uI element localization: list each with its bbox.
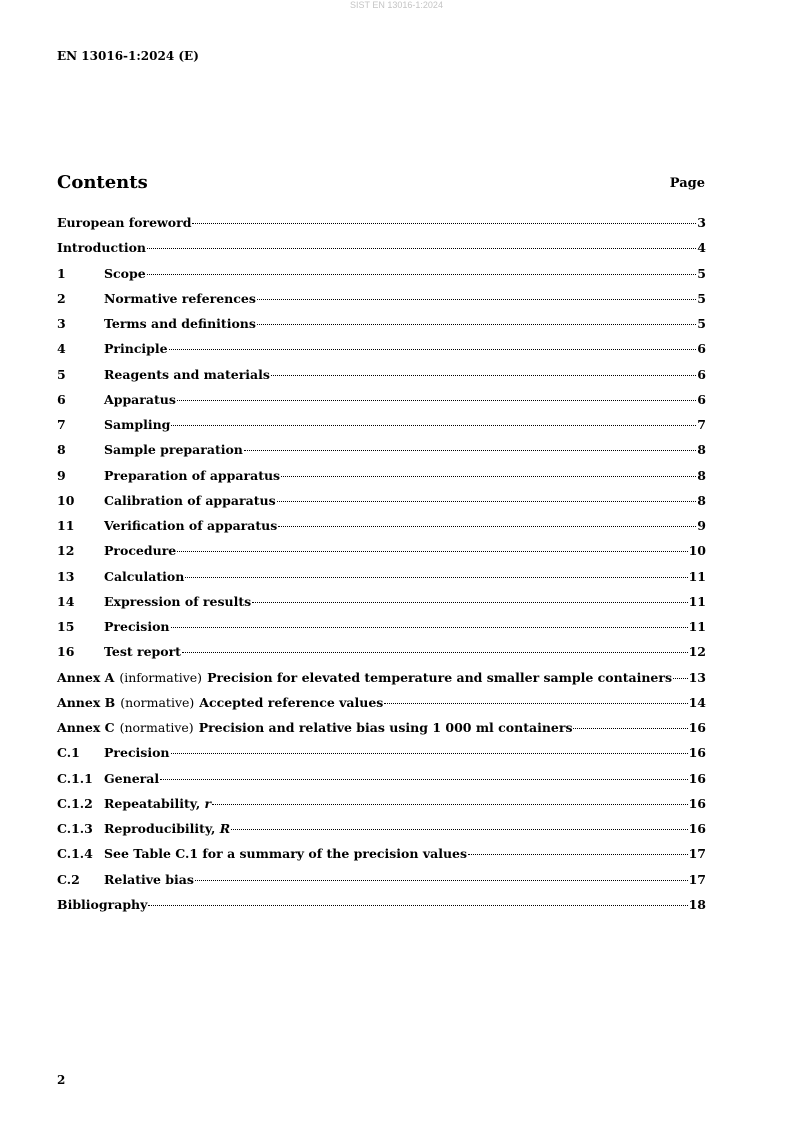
toc-entry-page: 17 — [688, 846, 706, 862]
toc-entry[interactable] — [57, 215, 706, 240]
dot-leader — [468, 854, 688, 855]
toc-entry[interactable] — [57, 897, 706, 922]
toc-entry-page: 16 — [688, 821, 706, 836]
toc-entry[interactable] — [57, 745, 706, 770]
toc-entry-label: Procedure — [104, 543, 177, 559]
toc-entry-page: 11 — [688, 568, 706, 584]
dot-leader — [177, 551, 687, 552]
toc-entry-label: Repeatability, — [104, 795, 205, 811]
dot-leader — [171, 753, 688, 754]
toc-entry-title — [104, 518, 277, 533]
toc-entry-page: 14 — [688, 694, 706, 710]
toc-entry-number: 16 — [57, 644, 75, 660]
dot-leader — [277, 501, 697, 502]
toc-entry-number: 11 — [57, 518, 75, 533]
toc-entry-label: Reproducibility, — [104, 821, 220, 836]
toc-entry-page: 11 — [688, 619, 706, 634]
toc-entry[interactable] — [57, 240, 706, 265]
dot-leader — [244, 450, 696, 451]
toc-entry-label: Principle — [104, 341, 168, 357]
toc-entry-label: Calibration of apparatus — [104, 492, 276, 508]
toc-entry-label: Calculation — [104, 568, 185, 584]
toc-entry-title — [104, 846, 467, 861]
toc-entry[interactable] — [57, 316, 706, 341]
contents-title: Contents — [57, 172, 148, 193]
toc-entry-label: Preparation of apparatus — [104, 467, 281, 483]
toc-entry-label: Apparatus — [104, 391, 176, 407]
toc-entry[interactable] — [57, 468, 706, 493]
toc-entry-title — [104, 468, 280, 483]
toc-entry-page: 5 — [697, 290, 706, 306]
toc-entry-number: 3 — [57, 316, 66, 331]
toc-entry-label: Normative references — [104, 290, 256, 306]
dot-leader — [281, 476, 696, 477]
toc-entry-number: 10 — [57, 492, 75, 508]
toc-entry[interactable] — [57, 796, 706, 821]
toc-entry-number: 14 — [57, 593, 75, 609]
dot-leader — [257, 299, 696, 300]
toc-entry-title — [104, 745, 170, 760]
toc-entry[interactable] — [57, 266, 706, 291]
toc-entry-number: C.1.1 — [57, 770, 93, 786]
dot-leader — [573, 728, 687, 729]
toc-entry-title — [57, 897, 147, 912]
toc-entry-title — [104, 594, 251, 609]
toc-entry[interactable] — [57, 569, 706, 594]
toc-entry-title — [104, 796, 211, 811]
toc-entry-title — [104, 341, 168, 356]
toc-entry[interactable] — [57, 720, 706, 745]
toc-entry-label: Introduction — [57, 240, 147, 256]
dot-leader — [271, 375, 696, 376]
toc-entry-title — [104, 392, 176, 407]
annex-title: Accepted reference values — [199, 694, 384, 710]
toc-entry-title — [57, 720, 572, 735]
dot-leader — [195, 880, 688, 881]
toc-entry-label: Reagents and materials — [104, 366, 270, 382]
dot-leader — [147, 248, 696, 249]
dot-leader — [160, 779, 687, 780]
toc-entry-label: Sample preparation — [104, 442, 243, 458]
toc-entry-symbol: R — [219, 821, 231, 836]
toc-entry[interactable] — [57, 846, 706, 871]
toc-entry[interactable] — [57, 518, 706, 543]
toc-entry-number: C.1.4 — [57, 846, 93, 862]
toc-entry-page: 8 — [697, 492, 706, 508]
toc-entry-page: 13 — [688, 669, 706, 685]
annex-label: Annex A — [57, 669, 115, 685]
toc-entry-label: Sampling — [104, 417, 171, 432]
dot-leader — [148, 905, 687, 906]
toc-entry-title — [104, 619, 170, 634]
toc-entry-page: 4 — [697, 240, 706, 256]
watermark: SIST EN 13016-1:2024 — [350, 0, 443, 10]
toc-entry-title — [104, 872, 194, 887]
dot-leader — [177, 400, 696, 401]
toc-entry-symbol: r — [204, 795, 212, 811]
page-column-label: Page — [669, 176, 705, 191]
toc-entry-page: 5 — [697, 316, 706, 331]
toc-entry[interactable] — [57, 619, 706, 644]
toc-entry-page: 17 — [688, 871, 706, 887]
toc-entry-number: 5 — [57, 366, 66, 382]
toc-entry-label: General — [104, 770, 160, 786]
toc-entry[interactable] — [57, 291, 706, 316]
toc-entry-page: 6 — [697, 341, 706, 357]
toc-entry-title — [104, 266, 146, 281]
dot-leader — [278, 526, 696, 527]
dot-leader — [231, 829, 687, 830]
toc-entry-title — [104, 291, 256, 306]
toc-entry-label: Precision — [104, 619, 170, 634]
toc-entry-number: C.1.2 — [57, 795, 93, 811]
toc-entry-page: 16 — [688, 770, 706, 786]
toc-entry-title — [57, 695, 383, 710]
toc-entry-page: 6 — [697, 366, 706, 382]
toc-entry-title — [104, 442, 243, 457]
toc-entry-title — [57, 240, 146, 255]
toc-entry-title — [104, 569, 184, 584]
dot-leader — [171, 627, 688, 628]
toc-entry-label: Precision — [104, 745, 170, 761]
toc-entry[interactable] — [57, 771, 706, 796]
toc-entry-number: 2 — [57, 290, 66, 306]
toc-entry-label: Test report — [104, 644, 181, 660]
annex-kind: (informative) — [119, 669, 203, 685]
toc-entry-page: 16 — [688, 745, 706, 761]
toc-entry-title — [57, 670, 672, 685]
toc-entry-page: 11 — [688, 593, 706, 609]
toc-entry[interactable] — [57, 417, 706, 442]
toc-entry[interactable] — [57, 493, 706, 518]
dot-leader — [182, 652, 688, 653]
toc-entry[interactable] — [57, 872, 706, 897]
dot-leader — [673, 678, 688, 679]
toc-entry-page: 8 — [697, 467, 706, 483]
toc-entry[interactable] — [57, 594, 706, 619]
toc-entry-label: Scope — [104, 265, 146, 281]
dot-leader — [192, 223, 696, 224]
toc-entry-number: 9 — [57, 467, 66, 483]
toc-entry[interactable] — [57, 367, 706, 392]
toc-entry-page: 9 — [697, 518, 706, 533]
toc-entry[interactable] — [57, 695, 706, 720]
dot-leader — [384, 703, 687, 704]
toc-entry-label: Bibliography — [57, 896, 148, 912]
annex-label: Annex C — [57, 720, 115, 735]
toc-entry[interactable] — [57, 821, 706, 846]
toc-entry-title — [104, 493, 276, 508]
toc-entry-page: 8 — [697, 442, 706, 458]
annex-title: Precision for elevated temperature and smaller sample containers — [207, 669, 673, 685]
dot-leader — [171, 425, 696, 426]
toc-entry-title — [104, 821, 230, 836]
toc-entry-page: 16 — [688, 720, 706, 735]
dot-leader — [185, 577, 687, 578]
annex-kind: (normative) — [119, 720, 194, 735]
dot-leader — [257, 324, 696, 325]
toc-entry-label: Expression of results — [104, 593, 252, 609]
toc-entry-label: Terms and definitions — [104, 316, 256, 331]
toc-entry-number: 15 — [57, 619, 75, 634]
toc-entry-number: 8 — [57, 442, 66, 458]
toc-entry-page: 18 — [688, 896, 706, 912]
toc-entry-page: 6 — [697, 391, 706, 407]
toc-entry-number: 1 — [57, 265, 66, 281]
page-number: 2 — [57, 1073, 66, 1087]
toc-entry[interactable] — [57, 543, 706, 568]
annex-label: Annex B — [57, 694, 116, 710]
toc-entry[interactable] — [57, 442, 706, 467]
dot-leader — [147, 274, 697, 275]
document-id: EN 13016-1:2024 (E) — [57, 49, 199, 63]
dot-leader — [252, 602, 687, 603]
toc-entry[interactable] — [57, 670, 706, 695]
toc-entry-page: 7 — [697, 417, 706, 432]
toc-entry-title — [104, 543, 176, 558]
toc-entry-number: C.1 — [57, 745, 80, 761]
toc-entry-page: 16 — [688, 795, 706, 811]
toc-entry-title — [104, 316, 256, 331]
toc-entry-page: 10 — [688, 543, 706, 559]
annex-title: Precision and relative bias using 1 000 ml containers — [198, 720, 573, 735]
toc-entry-page: 5 — [697, 265, 706, 281]
toc-entry-title — [104, 644, 181, 659]
toc-entry-number: 6 — [57, 391, 66, 407]
toc-entry[interactable] — [57, 392, 706, 417]
toc-entry[interactable] — [57, 341, 706, 366]
toc-entry-title — [104, 367, 270, 382]
dot-leader — [169, 349, 697, 350]
dot-leader — [212, 804, 687, 805]
toc-entry-label: Verification of apparatus — [104, 518, 278, 533]
toc-entry-label: European foreword — [57, 215, 192, 230]
toc-entry-page: 12 — [688, 644, 706, 660]
table-of-contents — [57, 215, 706, 922]
annex-kind: (normative) — [120, 694, 195, 710]
toc-entry-number: C.2 — [57, 871, 80, 887]
toc-entry-number: 4 — [57, 341, 66, 357]
toc-entry-page: 3 — [697, 215, 706, 230]
toc-entry-title — [57, 215, 191, 230]
toc-entry-number: 7 — [57, 417, 66, 432]
toc-entry-label: See Table C.1 for a summary of the precision values — [104, 846, 468, 862]
toc-entry[interactable] — [57, 644, 706, 669]
toc-entry-number: 12 — [57, 543, 75, 559]
toc-entry-title — [104, 417, 170, 432]
toc-entry-title — [104, 771, 159, 786]
toc-entry-label: Relative bias — [104, 871, 194, 887]
toc-entry-number: C.1.3 — [57, 821, 93, 836]
toc-entry-number: 13 — [57, 568, 75, 584]
